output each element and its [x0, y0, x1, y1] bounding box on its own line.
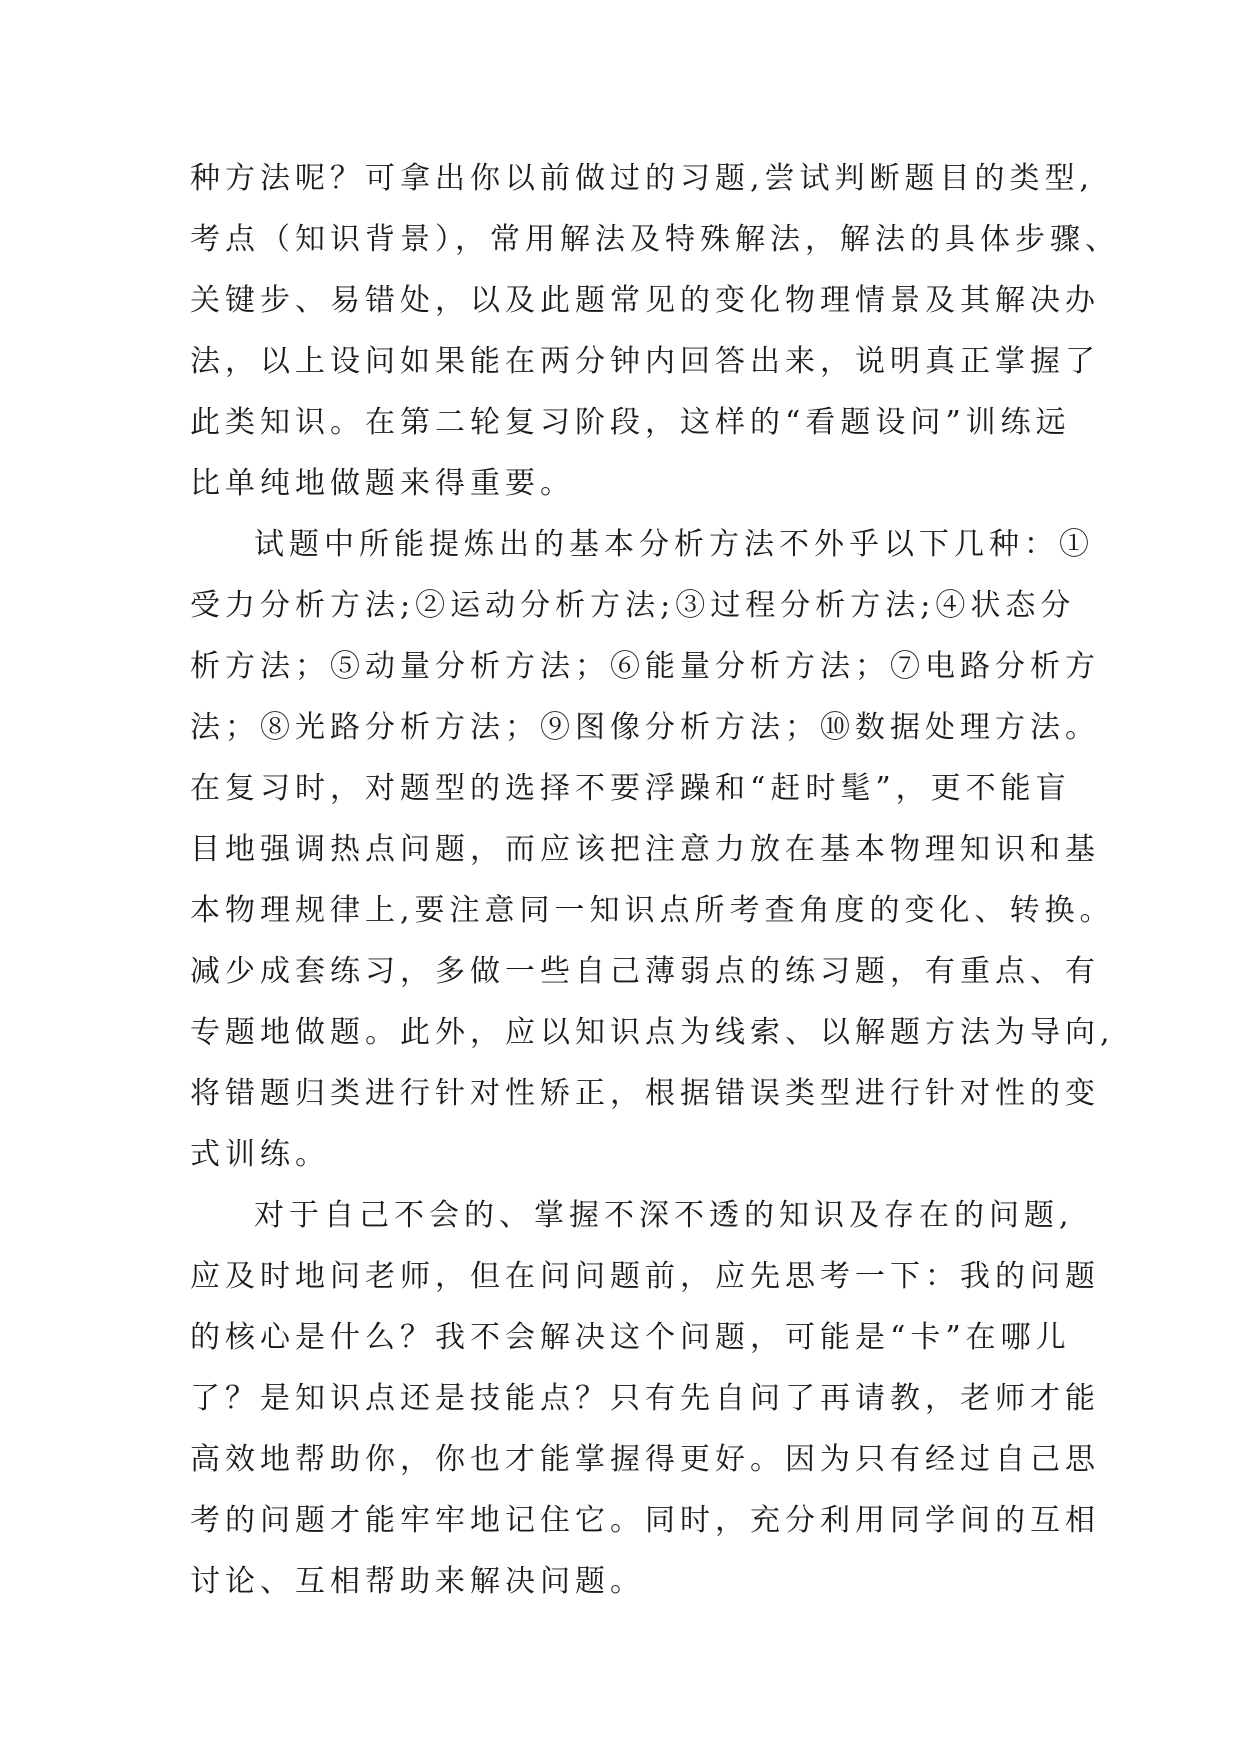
- text-line: 种方法呢？可拿出你以前做过的习题,尝试判断题目的类型,: [190, 161, 1095, 196]
- paragraph-1: [190, 148, 1120, 514]
- text-line: 讨论、互相帮助来解决问题。: [190, 1564, 645, 1599]
- text-line: 专题地做题。此外，应以知识点为线索、以解题方法为导向,: [190, 1015, 1115, 1050]
- text-line: 比单纯地做题来得重要。: [190, 466, 575, 501]
- paragraph-3: [190, 1185, 1100, 1612]
- text-line: 在复习时，对题型的选择不要浮躁和“赶时髦”，更不能盲: [190, 771, 1071, 806]
- text-line: 法；⑧光路分析方法；⑨图像分析方法；⑩数据处理方法。: [190, 710, 1100, 745]
- text-line: 本物理规律上,要注意同一知识点所考查角度的变化、转换。: [190, 893, 1115, 928]
- text-line: 对于自己不会的、掌握不深不透的知识及存在的问题,: [254, 1198, 1074, 1233]
- text-line: 应及时地问老师，但在问问题前，应先思考一下：我的问题: [190, 1259, 1100, 1294]
- text-line: 目地强调热点问题，而应该把注意力放在基本物理知识和基: [190, 832, 1100, 867]
- body-text: [190, 148, 1120, 1612]
- text-line: 关键步、易错处，以及此题常见的变化物理情景及其解决办: [190, 283, 1100, 318]
- text-line: 的核心是什么？我不会解决这个问题，可能是“卡”在哪儿: [190, 1320, 1071, 1355]
- text-line: 减少成套练习，多做一些自己薄弱点的练习题，有重点、有: [190, 954, 1100, 989]
- text-line: 式训练。: [190, 1137, 330, 1172]
- text-line: 将错题归类进行针对性矫正，根据错误类型进行针对性的变: [190, 1076, 1100, 1111]
- text-line: 受力分析方法;②运动分析方法;③过程分析方法;④状态分: [190, 588, 1076, 623]
- text-line: 法，以上设问如果能在两分钟内回答出来，说明真正掌握了: [190, 344, 1100, 379]
- paragraph-2: [190, 514, 1115, 1185]
- text-line: 了？是知识点还是技能点？只有先自问了再请教，老师才能: [190, 1381, 1100, 1416]
- text-line: 析方法；⑤动量分析方法；⑥能量分析方法；⑦电路分析方: [190, 649, 1100, 684]
- text-line: 考点（知识背景），常用解法及特殊解法，解法的具体步骤、: [190, 222, 1120, 257]
- text-line: 考的问题才能牢牢地记住它。同时，充分利用同学间的互相: [190, 1503, 1100, 1538]
- text-line: 试题中所能提炼出的基本分析方法不外乎以下几种：①: [254, 527, 1094, 562]
- text-line: 高效地帮助你，你也才能掌握得更好。因为只有经过自己思: [190, 1442, 1100, 1477]
- text-line: 此类知识。在第二轮复习阶段，这样的“看题设问”训练远: [190, 405, 1071, 440]
